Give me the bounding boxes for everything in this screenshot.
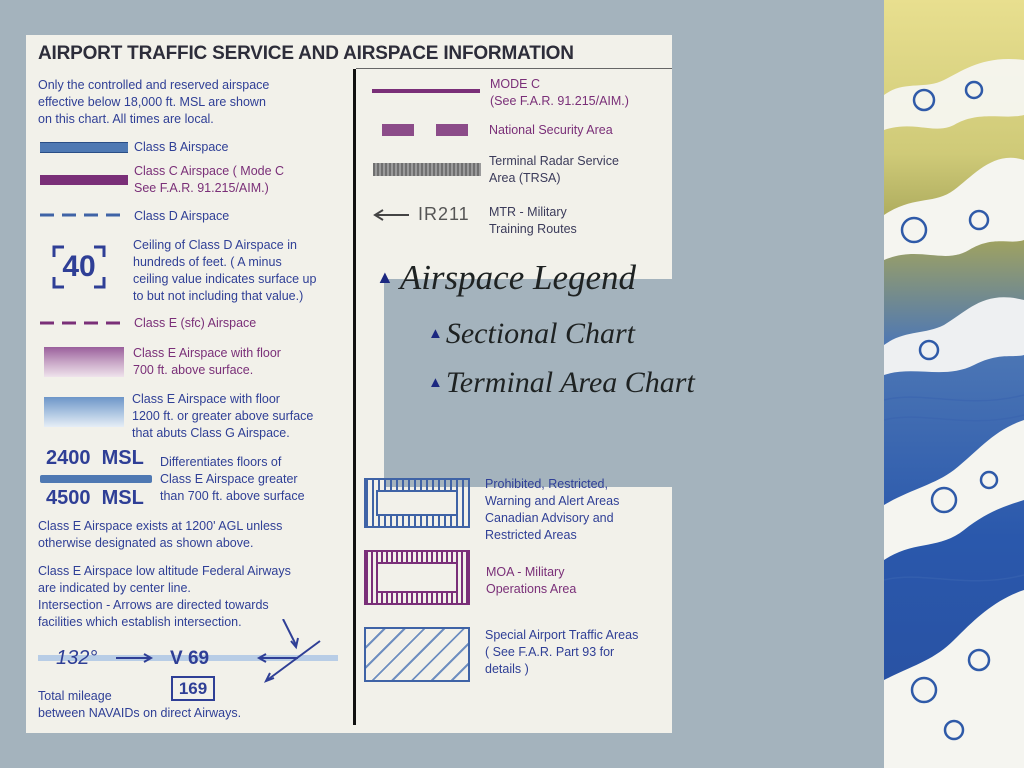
title-rule <box>356 68 672 69</box>
nsa-label: National Security Area <box>489 123 613 137</box>
airways-line: facilities which establish intersection. <box>38 615 242 629</box>
class-e-700-line: Class E Airspace with floor <box>133 346 281 360</box>
special-line: details ) <box>485 662 529 676</box>
mileage-text <box>38 688 241 722</box>
mtr-line: Training Routes <box>489 222 577 236</box>
ceiling-value: 40 <box>62 250 96 283</box>
wave-decoration <box>884 0 1024 768</box>
class-e-sfc-symbol <box>40 319 128 327</box>
class-d-label: Class D Airspace <box>134 209 230 223</box>
mode-c-symbol <box>372 89 480 93</box>
special-symbol <box>364 627 470 682</box>
trsa-label <box>489 153 619 187</box>
intro-text <box>38 77 269 128</box>
class-e-700-symbol <box>44 347 124 377</box>
class-e-1200-label <box>132 391 313 442</box>
mileage-line: Total mileage <box>38 689 112 703</box>
agl-line: Class E Airspace exists at 1200' AGL unless <box>38 519 283 533</box>
triangle-bullet-icon: ▲ <box>376 267 394 287</box>
agl-line: otherwise designated as shown above. <box>38 536 254 550</box>
legend-title: AIRPORT TRAFFIC SERVICE AND AIRSPACE INFORMATION <box>38 43 574 64</box>
class-c-symbol <box>40 175 128 185</box>
mtr-arrow-icon <box>371 208 411 222</box>
class-c-line: Class C Airspace ( Mode C <box>134 164 285 178</box>
intro-line: on this chart. All times are local. <box>38 112 214 126</box>
class-b-symbol <box>40 142 128 153</box>
ceiling-bracket-icon <box>52 245 106 289</box>
ceiling-line: to but not including that value.) <box>133 289 304 303</box>
bullet-sub-text: Sectional Chart <box>445 317 636 350</box>
ceiling-text <box>133 237 316 305</box>
moa-inner <box>376 562 458 593</box>
floor-line: Class E Airspace greater <box>160 472 298 486</box>
floor-separator-symbol <box>40 475 152 483</box>
bullet-sub-1 <box>428 317 635 351</box>
airways-line: are indicated by center line. <box>38 581 191 595</box>
prohibited-label <box>485 476 619 544</box>
triangle-bullet-icon: ▲ <box>428 326 443 342</box>
bullet-sub-text: Terminal Area Chart <box>445 366 695 399</box>
special-label <box>485 627 638 678</box>
wave-icon <box>884 0 1024 768</box>
trsa-line: Area (TRSA) <box>489 171 561 185</box>
bullet-main-text: Airspace Legend <box>399 258 637 297</box>
mode-c-line: (See F.A.R. 91.215/AIM.) <box>490 94 629 108</box>
airways-line: Intersection - Arrows are directed towards <box>38 598 269 612</box>
floor-lower-value: 4500 MSL <box>46 487 144 509</box>
floor-upper-value: 2400 MSL <box>46 447 144 469</box>
mileage-value: 169 <box>178 679 208 698</box>
mode-c-label <box>490 76 629 110</box>
ceiling-line: ceiling value indicates surface up <box>133 272 317 286</box>
special-line: ( See F.A.R. Part 93 for <box>485 645 615 659</box>
mileage-line: between NAVAIDs on direct Airways. <box>38 706 242 720</box>
ceiling-line: Ceiling of Class D Airspace in <box>133 238 297 252</box>
airway-name: V 69 <box>170 648 210 669</box>
class-e-1200-line: Class E Airspace with floor <box>132 392 280 406</box>
floor-line: than 700 ft. above surface <box>160 489 305 503</box>
class-e-1200-line: 1200 ft. or greater above surface <box>132 409 314 423</box>
floor-text <box>160 454 305 505</box>
class-e-1200-line: that abuts Class G Airspace. <box>132 426 290 440</box>
column-divider <box>353 69 356 725</box>
intro-line: Only the controlled and reserved airspace <box>38 78 270 92</box>
special-line: Special Airport Traffic Areas <box>485 628 639 642</box>
class-c-line: See F.A.R. 91.215/AIM.) <box>134 181 269 195</box>
class-e-700-label <box>133 345 281 379</box>
intro-line: effective below 18,000 ft. MSL are shown <box>38 95 266 109</box>
class-e-agl-text <box>38 518 282 552</box>
moa-symbol <box>364 550 470 605</box>
prohibited-symbol <box>364 478 470 528</box>
airways-line: Class E Airspace low altitude Federal Airways <box>38 564 291 578</box>
moa-line: Operations Area <box>486 582 577 596</box>
moa-label <box>486 564 576 598</box>
triangle-bullet-icon: ▲ <box>428 375 443 391</box>
floor-line: Differentiates floors of <box>160 455 282 469</box>
mtr-symbol: IR211 <box>418 204 470 224</box>
class-e-sfc-label: Class E (sfc) Airspace <box>134 316 257 330</box>
mode-c-line: MODE C <box>490 77 540 91</box>
prohibited-line: Canadian Advisory and <box>485 511 614 525</box>
bullet-sub-2 <box>428 366 695 400</box>
prohibited-inner <box>376 490 458 516</box>
prohibited-line: Prohibited, Restricted, <box>485 477 608 491</box>
class-e-700-line: 700 ft. above surface. <box>133 363 254 377</box>
mtr-label <box>489 204 577 238</box>
prohibited-line: Warning and Alert Areas <box>485 494 620 508</box>
ceiling-line: hundreds of feet. ( A minus <box>133 255 282 269</box>
class-e-1200-symbol <box>44 397 124 427</box>
class-b-label: Class B Airspace <box>134 140 229 154</box>
prohibited-line: Restricted Areas <box>485 528 577 542</box>
bullet-main <box>376 258 636 298</box>
trsa-line: Terminal Radar Service <box>489 154 619 168</box>
class-d-symbol <box>40 211 128 219</box>
trsa-symbol <box>373 163 481 176</box>
airway-bearing: 132° <box>56 647 98 669</box>
mtr-line: MTR - Military <box>489 205 567 219</box>
nsa-symbol <box>382 124 472 136</box>
moa-line: MOA - Military <box>486 565 565 579</box>
class-c-label <box>134 163 284 197</box>
